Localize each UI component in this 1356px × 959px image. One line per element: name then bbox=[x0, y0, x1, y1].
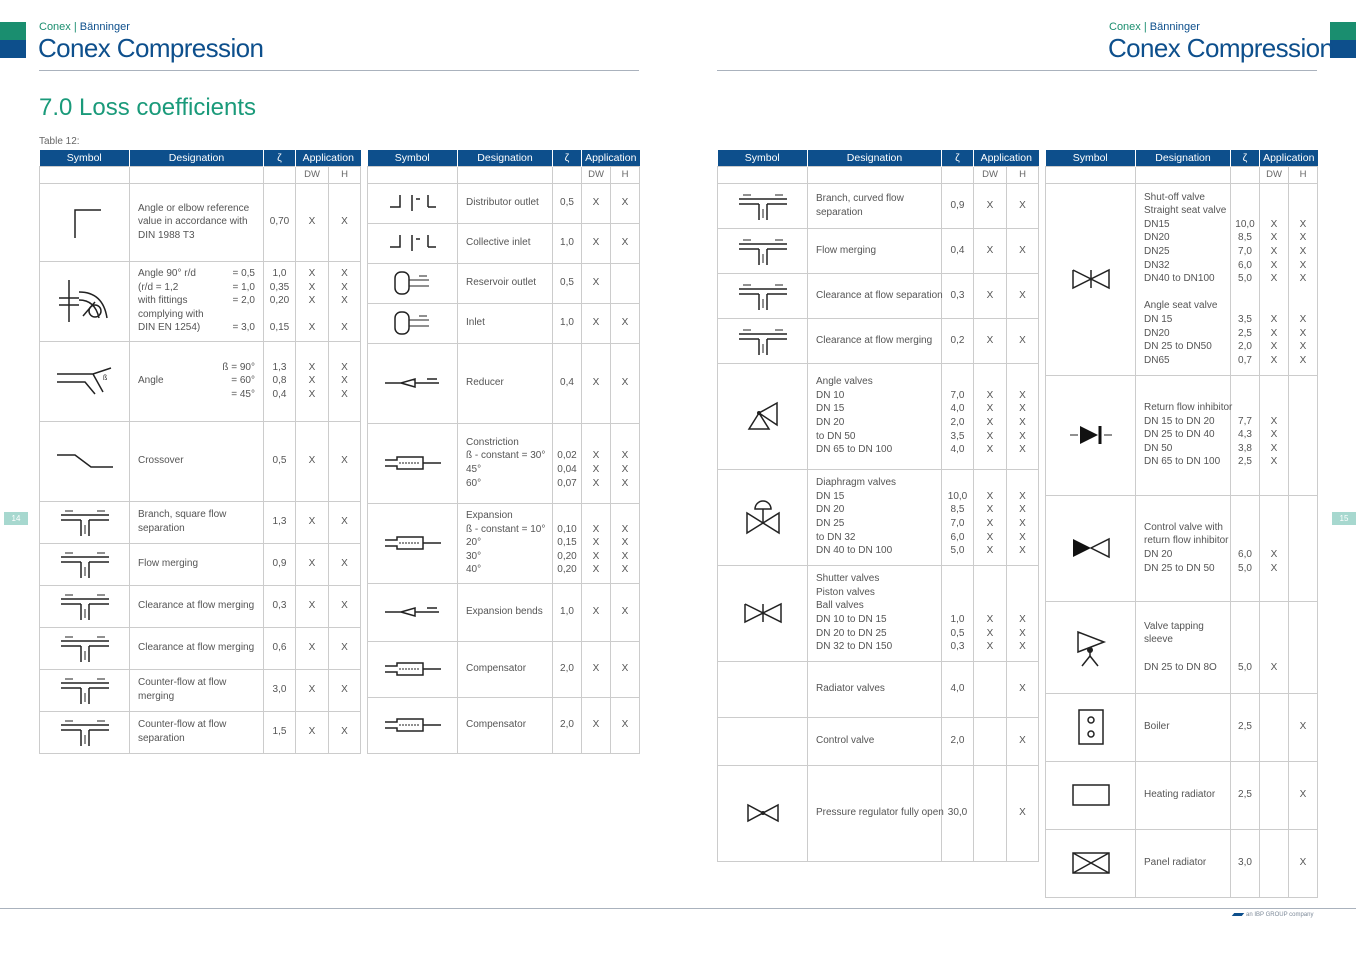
branch-tee-icon bbox=[40, 501, 130, 543]
dw-cell: X X X bbox=[582, 423, 611, 503]
compensator-icon bbox=[368, 641, 458, 697]
designation-cell: Angle or elbow reference value in accordance with DIN 1988 T3 bbox=[130, 183, 264, 261]
h-cell: X X X bbox=[1007, 565, 1039, 661]
compensator-icon bbox=[368, 697, 458, 753]
h-cell: X bbox=[1007, 318, 1039, 363]
dw-cell bbox=[1260, 761, 1289, 829]
zeta-cell: 2,5 bbox=[1231, 761, 1260, 829]
h-cell: X bbox=[611, 583, 640, 641]
table-row bbox=[368, 503, 640, 583]
dw-cell: X X X bbox=[974, 565, 1007, 661]
h-cell: X bbox=[1007, 183, 1039, 228]
control-valve-inhibitor-icon bbox=[1046, 495, 1136, 601]
designation-cell: Pressure regulator fully open bbox=[808, 765, 942, 861]
h-cell: X bbox=[1007, 228, 1039, 273]
table-row bbox=[40, 585, 361, 627]
loss-table-1 bbox=[39, 150, 361, 754]
dw-cell: X X X X bbox=[1260, 375, 1289, 495]
zeta-cell: 0,6 bbox=[264, 627, 296, 669]
zeta-cell: 2,0 bbox=[553, 697, 582, 753]
dw-cell: X bbox=[582, 183, 611, 223]
valve-tapping-sleeve-icon bbox=[1046, 601, 1136, 693]
designation-cell: Reservoir outlet bbox=[458, 263, 553, 303]
dw-cell: X X X X X bbox=[974, 469, 1007, 565]
dw-cell: X bbox=[582, 697, 611, 753]
page-number-right: 15 bbox=[1332, 512, 1356, 525]
designation-cell: Counter-flow at flow merging bbox=[130, 669, 264, 711]
designation-cell: Expansion ß - constant = 10° 20° 30° 40° bbox=[458, 503, 553, 583]
table-row bbox=[368, 303, 640, 343]
h-cell: X bbox=[329, 183, 361, 261]
zeta-cell: 0,10 0,15 0,20 0,20 bbox=[553, 503, 582, 583]
col-symbol: Symbol bbox=[718, 150, 808, 166]
reservoir-outlet-icon bbox=[368, 263, 458, 303]
table-row bbox=[40, 341, 361, 421]
h-cell: X bbox=[611, 183, 640, 223]
designation-cell: Panel radiator bbox=[1136, 829, 1231, 897]
zeta-cell: 0,4 bbox=[553, 343, 582, 423]
dw-cell: X X bbox=[1260, 495, 1289, 601]
zeta-cell: 3,0 bbox=[1231, 829, 1260, 897]
designation-values: = 0,5 = 1,0 = 2,0 = 3,0 bbox=[232, 268, 255, 334]
zeta-cell: 0,2 bbox=[942, 318, 974, 363]
h-cell: X bbox=[1289, 761, 1318, 829]
brand-small-right: Conex | Bänninger bbox=[1109, 21, 1200, 33]
section-title: 7.0 Loss coefficients bbox=[39, 94, 257, 121]
angle-90-fittings-icon bbox=[40, 261, 130, 341]
table-row bbox=[368, 697, 640, 753]
designation-cell: Counter-flow at flow separation bbox=[130, 711, 264, 753]
dw-cell: X bbox=[296, 585, 329, 627]
table-row bbox=[718, 363, 1039, 469]
table-row bbox=[1046, 829, 1318, 897]
symbol-cell bbox=[718, 717, 808, 765]
h-cell: X X X bbox=[611, 423, 640, 503]
zeta-cell: 1,0 0,35 0,20 0,15 bbox=[264, 261, 296, 341]
dw-cell: X X X X bbox=[582, 503, 611, 583]
angle-valve-icon bbox=[718, 363, 808, 469]
zeta-cell: 2,0 bbox=[553, 641, 582, 697]
dw-cell: X bbox=[296, 501, 329, 543]
table-row bbox=[1046, 761, 1318, 829]
return-flow-inhibitor-icon bbox=[1046, 375, 1136, 495]
designation-cell: Heating radiator bbox=[1136, 761, 1231, 829]
zeta-cell: 0,5 bbox=[553, 263, 582, 303]
col-application: Application bbox=[974, 150, 1039, 166]
table-row bbox=[40, 627, 361, 669]
dw-cell: X bbox=[974, 228, 1007, 273]
col-application: Application bbox=[1260, 150, 1318, 166]
designation-cell: Collective inlet bbox=[458, 223, 553, 263]
zeta-cell: 0,02 0,04 0,07 bbox=[553, 423, 582, 503]
zeta-cell: 4,0 bbox=[942, 661, 974, 717]
expansion-icon bbox=[368, 503, 458, 583]
designation-text: Angle 90° r/d (r/d = 1,2 with fittings complying with DIN EN 1254) bbox=[138, 268, 204, 334]
designation-cell: Clearance at flow merging bbox=[130, 585, 264, 627]
dw-cell: X bbox=[974, 273, 1007, 318]
zeta-cell: 0,9 bbox=[264, 543, 296, 585]
dw-cell bbox=[974, 765, 1007, 861]
inlet-icon bbox=[368, 303, 458, 343]
designation-cell: Control valve bbox=[808, 717, 942, 765]
loss-table-2 bbox=[367, 150, 640, 754]
dw-cell: X bbox=[582, 641, 611, 697]
designation-cell: Inlet bbox=[458, 303, 553, 343]
table-row bbox=[1046, 375, 1318, 495]
loss-table-3 bbox=[717, 150, 1039, 862]
dw-cell: X X X X X X X X X bbox=[1260, 183, 1289, 375]
brand-name: Conex Compression bbox=[38, 33, 264, 63]
table-row bbox=[718, 765, 1039, 861]
dw-cell: X bbox=[1260, 601, 1289, 693]
h-cell: X bbox=[1007, 765, 1039, 861]
dw-cell: X bbox=[582, 583, 611, 641]
h-cell bbox=[1289, 495, 1318, 601]
distributor-outlet-icon bbox=[368, 183, 458, 223]
designation-cell: Clearance at flow separation bbox=[808, 273, 942, 318]
zeta-cell: 1,0 bbox=[553, 223, 582, 263]
designation-cell: Clearance at flow merging bbox=[130, 627, 264, 669]
panel-radiator-icon bbox=[1046, 829, 1136, 897]
h-cell: X X X bbox=[329, 341, 361, 421]
zeta-cell: 0,9 bbox=[942, 183, 974, 228]
zeta-cell: 1,3 bbox=[264, 501, 296, 543]
designation-values: ß = 90° = 60° = 45° bbox=[222, 361, 255, 400]
table-row bbox=[1046, 601, 1318, 693]
zeta-cell: 7,7 4,3 3,8 2,5 bbox=[1231, 375, 1260, 495]
brand-banninger: Bänninger bbox=[79, 21, 130, 33]
dw-cell: X X X X X bbox=[974, 363, 1007, 469]
constriction-icon bbox=[368, 423, 458, 503]
table-row bbox=[718, 183, 1039, 228]
zeta-cell: 0,5 bbox=[264, 421, 296, 501]
designation-cell: Distributor outlet bbox=[458, 183, 553, 223]
col-dw: DW bbox=[974, 166, 1007, 183]
footer-rule bbox=[0, 908, 1356, 909]
brand-small: Conex | Bänninger bbox=[39, 21, 130, 33]
designation-cell: Expansion bends bbox=[458, 583, 553, 641]
dw-cell: X X X bbox=[296, 341, 329, 421]
col-zeta: ζ bbox=[942, 150, 974, 166]
designation-cell: Constriction ß - constant = 30° 45° 60° bbox=[458, 423, 553, 503]
h-cell: X bbox=[329, 585, 361, 627]
dw-cell: X bbox=[582, 263, 611, 303]
h-cell: X bbox=[611, 303, 640, 343]
zeta-cell: 3,0 bbox=[264, 669, 296, 711]
zeta-cell: 1,5 bbox=[264, 711, 296, 753]
designation-cell: Valve tapping sleeve DN 25 to DN 8O bbox=[1136, 601, 1231, 693]
elbow-reference-icon bbox=[40, 183, 130, 261]
dw-cell: X bbox=[296, 669, 329, 711]
col-h: H bbox=[1289, 166, 1318, 183]
brand-banninger-right: Bänninger bbox=[1149, 21, 1200, 33]
designation-cell bbox=[130, 341, 264, 421]
table-row bbox=[718, 469, 1039, 565]
h-cell: X X X X bbox=[611, 503, 640, 583]
table-row bbox=[718, 318, 1039, 363]
h-cell: X bbox=[329, 627, 361, 669]
table-row bbox=[368, 641, 640, 697]
dw-cell: X bbox=[296, 543, 329, 585]
h-cell bbox=[611, 263, 640, 303]
table-row bbox=[40, 711, 361, 753]
dw-cell: X bbox=[582, 343, 611, 423]
zeta-cell: 10,0 8,5 7,0 6,0 5,0 bbox=[942, 469, 974, 565]
designation-cell: Flow merging bbox=[130, 543, 264, 585]
col-zeta: ζ bbox=[264, 150, 296, 166]
col-symbol: Symbol bbox=[368, 150, 458, 166]
zeta-cell: 30,0 bbox=[942, 765, 974, 861]
brand-flag-right bbox=[1330, 22, 1356, 58]
crossover-icon bbox=[40, 421, 130, 501]
col-designation: Designation bbox=[130, 150, 264, 166]
dw-cell: X bbox=[296, 183, 329, 261]
shutter-valve-icon bbox=[718, 565, 808, 661]
branch-tee-icon bbox=[718, 273, 808, 318]
designation-cell: Radiator valves bbox=[808, 661, 942, 717]
loss-table-4 bbox=[1045, 150, 1318, 898]
symbol-cell bbox=[718, 661, 808, 717]
zeta-cell: 0,5 bbox=[553, 183, 582, 223]
dw-cell: X bbox=[582, 303, 611, 343]
col-symbol: Symbol bbox=[1046, 150, 1136, 166]
designation-text: Angle bbox=[138, 375, 164, 387]
h-cell: X bbox=[1007, 661, 1039, 717]
branch-tee-icon bbox=[40, 543, 130, 585]
h-cell: X X X X bbox=[329, 261, 361, 341]
col-dw: DW bbox=[1260, 166, 1289, 183]
table-row bbox=[40, 501, 361, 543]
table-row bbox=[368, 263, 640, 303]
dw-cell: X bbox=[296, 421, 329, 501]
table-row bbox=[40, 183, 361, 261]
h-cell: X bbox=[329, 501, 361, 543]
zeta-cell: 0,3 bbox=[942, 273, 974, 318]
designation-cell: Shutter valves Piston valves Ball valves DN 10 to DN 15 DN 20 to DN 25 DN 32 to DN 150 bbox=[808, 565, 942, 661]
col-application: Application bbox=[296, 150, 361, 166]
zeta-cell: 0,70 bbox=[264, 183, 296, 261]
branch-tee-icon bbox=[40, 627, 130, 669]
col-designation: Designation bbox=[808, 150, 942, 166]
svg-text:ß: ß bbox=[102, 375, 107, 382]
dw-cell bbox=[974, 661, 1007, 717]
h-cell: X X X X X X X X X bbox=[1289, 183, 1318, 375]
branch-tee-icon bbox=[40, 711, 130, 753]
brand-conex: Conex bbox=[39, 21, 71, 33]
h-cell: X bbox=[329, 711, 361, 753]
designation-cell: Diaphragm valves DN 15 DN 20 DN 25 to DN 32 DN 40 to DN 100 bbox=[808, 469, 942, 565]
table-row bbox=[40, 543, 361, 585]
table-row bbox=[718, 661, 1039, 717]
col-h: H bbox=[329, 166, 361, 183]
zeta-cell: 2,0 bbox=[942, 717, 974, 765]
designation-cell: Branch, square flow separation bbox=[130, 501, 264, 543]
angle-beta-icon bbox=[40, 341, 130, 421]
table-row bbox=[1046, 495, 1318, 601]
table-row bbox=[368, 423, 640, 503]
boiler-icon bbox=[1046, 693, 1136, 761]
brand-conex-right: Conex bbox=[1109, 21, 1141, 33]
designation-cell: Reducer bbox=[458, 343, 553, 423]
brand-name-right: Conex Compression bbox=[1108, 33, 1334, 63]
zeta-cell: 10,0 8,5 7,0 6,0 5,0 3,5 2,5 2,0 0,7 bbox=[1231, 183, 1260, 375]
zeta-cell: 5,0 bbox=[1231, 601, 1260, 693]
dw-cell: X bbox=[974, 318, 1007, 363]
col-application: Application bbox=[582, 150, 640, 166]
h-cell: X bbox=[611, 697, 640, 753]
h-cell: X bbox=[1007, 717, 1039, 765]
table-row bbox=[368, 183, 640, 223]
designation-cell: Branch, curved flow separation bbox=[808, 183, 942, 228]
table-row bbox=[718, 717, 1039, 765]
ibp-logo-icon bbox=[1232, 913, 1245, 916]
dw-cell bbox=[974, 717, 1007, 765]
h-cell: X bbox=[611, 223, 640, 263]
reducer-icon bbox=[368, 343, 458, 423]
branch-tee-icon bbox=[40, 669, 130, 711]
footer-company-text: an IBP GROUP company bbox=[1246, 912, 1314, 918]
diaphragm-valve-icon bbox=[718, 469, 808, 565]
header-rule bbox=[39, 70, 639, 71]
branch-tee-icon bbox=[718, 228, 808, 273]
col-dw: DW bbox=[582, 166, 611, 183]
designation-cell: Compensator bbox=[458, 641, 553, 697]
col-zeta: ζ bbox=[553, 150, 582, 166]
designation-cell: Clearance at flow merging bbox=[808, 318, 942, 363]
dw-cell: X bbox=[582, 223, 611, 263]
h-cell bbox=[1289, 375, 1318, 495]
h-cell: X bbox=[1007, 273, 1039, 318]
header-rule-right bbox=[717, 70, 1317, 71]
table-row bbox=[1046, 183, 1318, 375]
h-cell: X X X X X bbox=[1007, 469, 1039, 565]
designation-cell: Compensator bbox=[458, 697, 553, 753]
dw-cell: X bbox=[296, 711, 329, 753]
h-cell: X bbox=[611, 641, 640, 697]
designation-cell: Crossover bbox=[130, 421, 264, 501]
col-h: H bbox=[1007, 166, 1039, 183]
heating-radiator-icon bbox=[1046, 761, 1136, 829]
table-caption: Table 12: bbox=[39, 136, 80, 147]
zeta-cell: 2,5 bbox=[1231, 693, 1260, 761]
designation-cell bbox=[130, 261, 264, 341]
dw-cell bbox=[1260, 693, 1289, 761]
table-row bbox=[368, 343, 640, 423]
h-cell: X bbox=[611, 343, 640, 423]
h-cell: X bbox=[329, 543, 361, 585]
designation-cell: Angle valves DN 10 DN 15 DN 20 to DN 50 DN 65 to DN 100 bbox=[808, 363, 942, 469]
dw-cell: X X X X bbox=[296, 261, 329, 341]
col-zeta: ζ bbox=[1231, 150, 1260, 166]
branch-tee-icon bbox=[40, 585, 130, 627]
col-symbol: Symbol bbox=[40, 150, 130, 166]
col-designation: Designation bbox=[458, 150, 553, 166]
brand-flag bbox=[0, 22, 26, 58]
collective-inlet-icon bbox=[368, 223, 458, 263]
col-dw: DW bbox=[296, 166, 329, 183]
designation-cell: Return flow inhibitor DN 15 to DN 20 DN 25 to DN 40 DN 50 DN 65 to DN 100 bbox=[1136, 375, 1231, 495]
table-row bbox=[40, 669, 361, 711]
footer-company bbox=[1233, 912, 1313, 918]
designation-cell: Flow merging bbox=[808, 228, 942, 273]
zeta-cell: 1,0 bbox=[553, 583, 582, 641]
branch-tee-icon bbox=[718, 318, 808, 363]
designation-cell: Boiler bbox=[1136, 693, 1231, 761]
shut-off-valve-icon bbox=[1046, 183, 1136, 375]
zeta-cell: 1,3 0,8 0,4 bbox=[264, 341, 296, 421]
pressure-regulator-icon bbox=[718, 765, 808, 861]
table-row bbox=[1046, 693, 1318, 761]
zeta-cell: 0,4 bbox=[942, 228, 974, 273]
h-cell: X bbox=[329, 421, 361, 501]
table-row bbox=[718, 228, 1039, 273]
table-row bbox=[718, 565, 1039, 661]
h-cell bbox=[1289, 601, 1318, 693]
h-cell: X bbox=[1289, 829, 1318, 897]
expansion-bend-icon bbox=[368, 583, 458, 641]
h-cell: X X X X X bbox=[1007, 363, 1039, 469]
zeta-cell: 1,0 0,5 0,3 bbox=[942, 565, 974, 661]
table-row bbox=[368, 223, 640, 263]
branch-tee-icon bbox=[718, 183, 808, 228]
h-cell: X bbox=[329, 669, 361, 711]
zeta-cell: 6,0 5,0 bbox=[1231, 495, 1260, 601]
h-cell: X bbox=[1289, 693, 1318, 761]
dw-cell: X bbox=[974, 183, 1007, 228]
designation-cell: Control valve with return flow inhibitor DN 20 DN 25 to DN 50 bbox=[1136, 495, 1231, 601]
designation-cell: Shut-off valve Straight seat valve DN15 DN20 DN25 DN32 DN40 to DN100 Angle seat valve DN 15 DN20 DN 25 to DN50 DN65 bbox=[1136, 183, 1231, 375]
dw-cell bbox=[1260, 829, 1289, 897]
zeta-cell: 0,3 bbox=[264, 585, 296, 627]
page-number-left: 14 bbox=[4, 512, 28, 525]
zeta-cell: 7,0 4,0 2,0 3,5 4,0 bbox=[942, 363, 974, 469]
table-row bbox=[40, 421, 361, 501]
table-row bbox=[368, 583, 640, 641]
zeta-cell: 1,0 bbox=[553, 303, 582, 343]
col-designation: Designation bbox=[1136, 150, 1231, 166]
dw-cell: X bbox=[296, 627, 329, 669]
table-row bbox=[40, 261, 361, 341]
col-h: H bbox=[611, 166, 640, 183]
table-row bbox=[718, 273, 1039, 318]
